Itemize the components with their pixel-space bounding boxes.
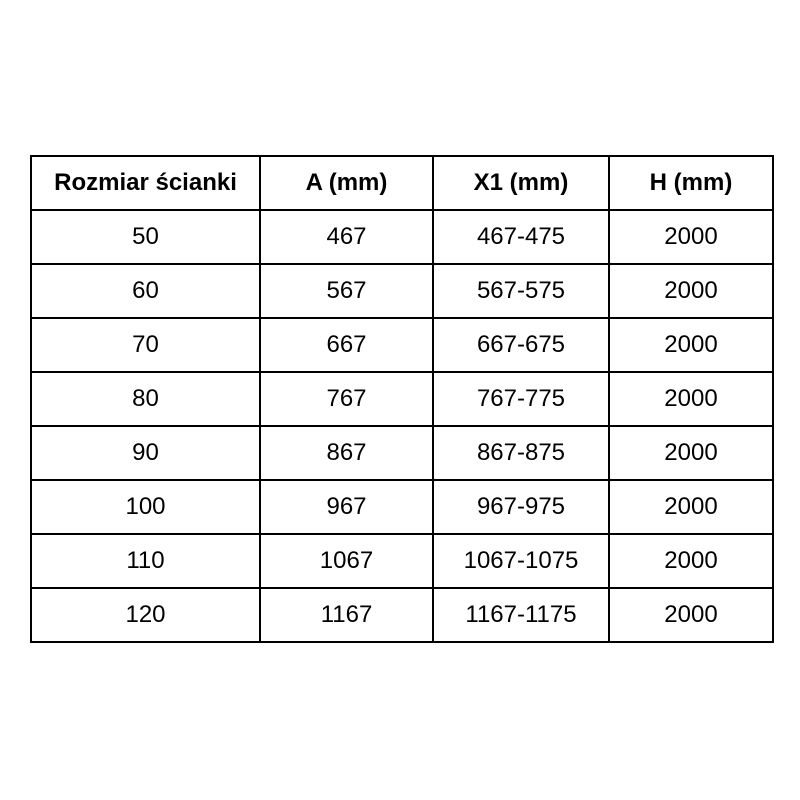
cell-a: 1067 bbox=[260, 534, 433, 588]
header-row bbox=[31, 156, 773, 210]
cell-size: 60 bbox=[31, 264, 260, 318]
cell-a: 1167 bbox=[260, 588, 433, 642]
table-row bbox=[31, 318, 773, 372]
table-row bbox=[31, 426, 773, 480]
cell-x1: 967-975 bbox=[433, 480, 609, 534]
column-header-a-mm: A (mm) bbox=[260, 156, 433, 210]
cell-size: 100 bbox=[31, 480, 260, 534]
cell-x1: 1167-1175 bbox=[433, 588, 609, 642]
cell-h: 2000 bbox=[609, 588, 773, 642]
table-row bbox=[31, 210, 773, 264]
cell-h: 2000 bbox=[609, 426, 773, 480]
cell-h: 2000 bbox=[609, 480, 773, 534]
cell-a: 967 bbox=[260, 480, 433, 534]
cell-a: 467 bbox=[260, 210, 433, 264]
cell-size: 50 bbox=[31, 210, 260, 264]
table-row bbox=[31, 588, 773, 642]
table-row bbox=[31, 534, 773, 588]
cell-x1: 867-875 bbox=[433, 426, 609, 480]
cell-x1: 1067-1075 bbox=[433, 534, 609, 588]
column-header-h-mm: H (mm) bbox=[609, 156, 773, 210]
cell-h: 2000 bbox=[609, 210, 773, 264]
cell-a: 667 bbox=[260, 318, 433, 372]
cell-size: 80 bbox=[31, 372, 260, 426]
cell-size: 120 bbox=[31, 588, 260, 642]
cell-h: 2000 bbox=[609, 264, 773, 318]
table-row bbox=[31, 372, 773, 426]
cell-x1: 767-775 bbox=[433, 372, 609, 426]
table-row bbox=[31, 264, 773, 318]
spec-table bbox=[30, 155, 774, 643]
cell-size: 70 bbox=[31, 318, 260, 372]
column-header-rozmiar-scianki: Rozmiar ścianki bbox=[31, 156, 260, 210]
cell-h: 2000 bbox=[609, 534, 773, 588]
cell-h: 2000 bbox=[609, 318, 773, 372]
cell-x1: 467-475 bbox=[433, 210, 609, 264]
cell-a: 767 bbox=[260, 372, 433, 426]
cell-h: 2000 bbox=[609, 372, 773, 426]
cell-x1: 667-675 bbox=[433, 318, 609, 372]
cell-size: 90 bbox=[31, 426, 260, 480]
spec-table-container bbox=[30, 155, 774, 643]
cell-a: 867 bbox=[260, 426, 433, 480]
cell-x1: 567-575 bbox=[433, 264, 609, 318]
cell-size: 110 bbox=[31, 534, 260, 588]
cell-a: 567 bbox=[260, 264, 433, 318]
column-header-x1-mm: X1 (mm) bbox=[433, 156, 609, 210]
table-row bbox=[31, 480, 773, 534]
